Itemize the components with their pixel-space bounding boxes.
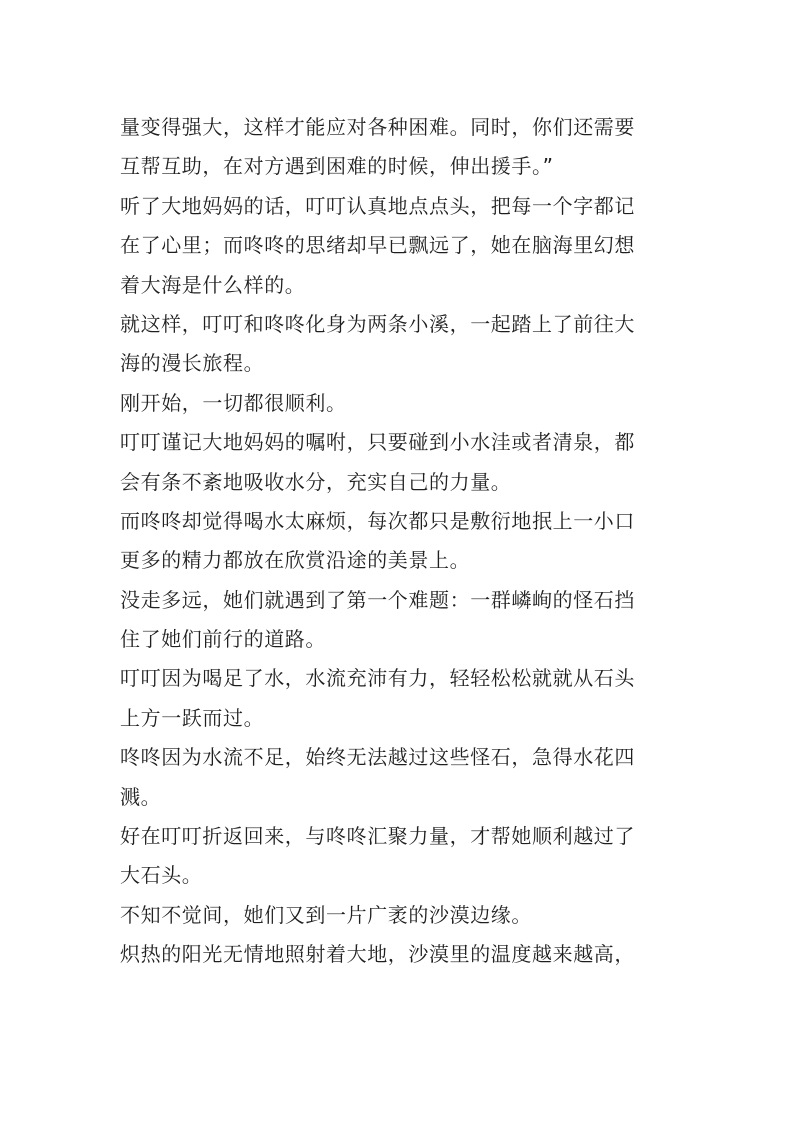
text-line: 上方一跃而过。 [120, 705, 265, 730]
text-line: 着大海是什么样的。 [120, 272, 306, 297]
text-line: 听了大地妈妈的话，叮叮认真地点点头，把每一个字都记 [120, 193, 635, 218]
text-line: 好在叮叮折返回来，与咚咚汇聚力量，才帮她顺利越过了 [120, 824, 635, 849]
text-line: 量变得强大，这样才能应对各种困难。同时，你们还需要 [120, 115, 635, 139]
text-line: 就这样，叮叮和咚咚化身为两条小溪，一起踏上了前往大 [120, 311, 635, 336]
text-line: 叮叮因为喝足了水，水流充沛有力，轻轻松松就就从石头 [120, 666, 635, 691]
text-line: 更多的精力都放在欣赏沿途的美景上。 [120, 548, 471, 573]
text-line: 不知不觉间，她们又到一片广袤的沙漠边缘。 [120, 902, 532, 927]
text-line: 刚开始，一切都很顺利。 [120, 390, 347, 415]
text-line: 海的漫长旅程。 [120, 351, 265, 376]
text-line: 大石头。 [120, 863, 203, 888]
text-line: 没走多远，她们就遇到了第一个难题：一群嶙峋的怪石挡 [120, 587, 635, 612]
text-line: 会有条不紊地吸收水分，充实自己的力量。 [120, 469, 512, 494]
text-line: 在了心里；而咚咚的思绪却早已飘远了，她在脑海里幻想 [120, 233, 635, 258]
text-line: 溅。 [120, 784, 162, 809]
text-line: 叮叮谨记大地妈妈的嘱咐，只要碰到小水洼或者清泉，都 [120, 430, 635, 455]
text-line: 咚咚因为水流不足，始终无法越过这些怪石，急得水花四 [120, 745, 635, 770]
text-line: 炽热的阳光无情地照射着大地，沙漠里的温度越来越高， [120, 942, 635, 967]
document-body [120, 108, 680, 975]
text-line: 互帮互助，在对方遇到困难的时候，伸出援手。” [120, 154, 554, 179]
text-line: 而咚咚却觉得喝水太麻烦，每次都只是敷衍地抿上一小口 [120, 508, 635, 533]
text-line: 住了她们前行的道路。 [120, 627, 326, 652]
